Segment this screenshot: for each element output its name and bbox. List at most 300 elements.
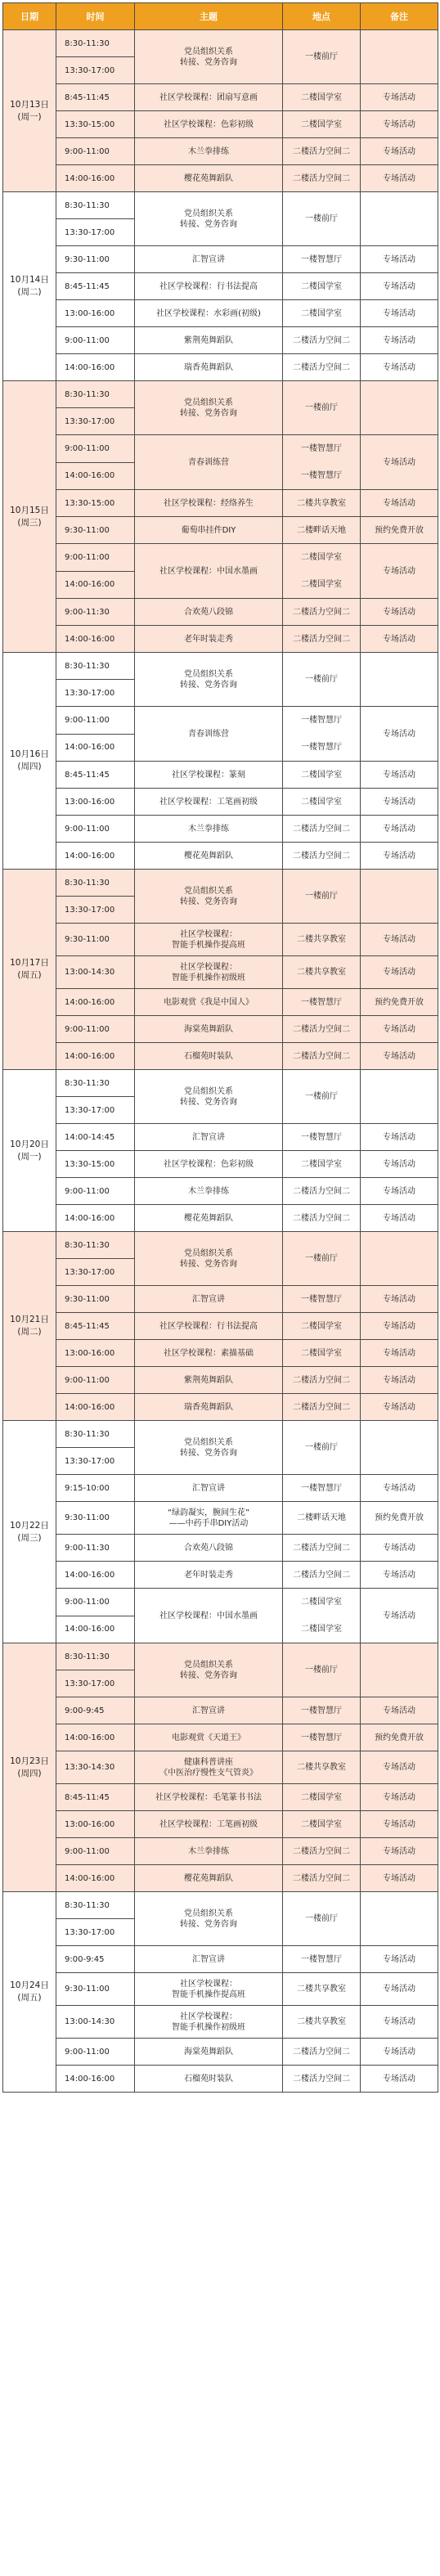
topic-cell: 党员组织关系 转接、党务咨询 xyxy=(135,30,283,84)
table-row xyxy=(3,707,438,735)
time-cell: 9:00-9:45 xyxy=(56,1697,135,1724)
table-row xyxy=(3,1502,438,1535)
note-cell: 专场活动 xyxy=(361,246,438,273)
note-cell: 专场活动 xyxy=(361,2066,438,2093)
weekday-label: (周一) xyxy=(17,1151,42,1162)
topic-cell: 老年时装走秀 xyxy=(135,626,283,653)
table-row xyxy=(3,273,438,300)
place-cell: 二楼活力空间二 xyxy=(283,2039,361,2066)
date-label: 10月23日 xyxy=(10,1756,49,1766)
topic-cell: 海棠苑舞蹈队 xyxy=(135,2039,283,2066)
date-label: 10月24日 xyxy=(10,1980,49,1990)
topic-cell: 汇智宣讲 xyxy=(135,1946,283,1973)
time-cell: 9:00-11:00 xyxy=(56,1016,135,1043)
time-cell: 13:00-16:00 xyxy=(56,789,135,816)
table-row xyxy=(3,246,438,273)
time-cell: 14:00-16:00 xyxy=(56,843,135,870)
table-row xyxy=(3,1946,438,1973)
place-cell: 二楼活力空间二 xyxy=(283,1178,361,1205)
topic-cell: 社区学校课程：工笔画初级 xyxy=(135,1811,283,1838)
time-cell: 13:30-17:00 xyxy=(56,1919,135,1946)
schedule-table xyxy=(2,2,438,2093)
place-cell: 二楼国学室 xyxy=(283,111,361,138)
note-cell: 专场活动 xyxy=(361,1751,438,1784)
date-cell xyxy=(3,1232,56,1421)
time-cell: 8:45-11:45 xyxy=(56,84,135,111)
table-row xyxy=(3,1394,438,1421)
topic-cell: 木兰拳排练 xyxy=(135,1178,283,1205)
date-cell xyxy=(3,1643,56,1892)
time-cell: 14:00-16:00 xyxy=(56,1724,135,1751)
time-cell: 14:00-16:00 xyxy=(56,462,135,490)
time-cell: 9:00-11:30 xyxy=(56,1535,135,1562)
place-cell: 二楼活力空间二 xyxy=(283,1865,361,1892)
place-cell: 一楼前厅 xyxy=(283,1421,361,1475)
table-row xyxy=(3,1865,438,1892)
table-row xyxy=(3,1043,438,1070)
topic-cell: 樱花苑舞蹈队 xyxy=(135,1205,283,1232)
table-row xyxy=(3,490,438,517)
note-cell: 专场活动 xyxy=(361,1205,438,1232)
table-row xyxy=(3,381,438,408)
table-row xyxy=(3,1811,438,1838)
note-cell: 专场活动 xyxy=(361,1838,438,1865)
place-cell: 二楼活力空间二 xyxy=(283,327,361,354)
table-row xyxy=(3,165,438,192)
place-cell: 二楼活力空间二 xyxy=(283,1367,361,1394)
time-cell: 13:30-17:00 xyxy=(56,219,135,246)
topic-cell: 樱花苑舞蹈队 xyxy=(135,165,283,192)
time-cell: 14:00-16:00 xyxy=(56,989,135,1016)
topic-cell: 汇智宣讲 xyxy=(135,1475,283,1502)
time-cell: 14:00-16:00 xyxy=(56,1865,135,1892)
table-row xyxy=(3,354,438,381)
time-cell: 13:30-17:00 xyxy=(56,1097,135,1124)
weekday-label: (周二) xyxy=(17,287,42,297)
time-cell: 14:00-16:00 xyxy=(56,1394,135,1421)
topic-cell: 社区学校课程： 智能手机操作初级班 xyxy=(135,2006,283,2039)
place-cell: 二楼活力空间二 xyxy=(283,1535,361,1562)
table-row xyxy=(3,762,438,789)
note-cell: 专场活动 xyxy=(361,2039,438,2066)
time-cell: 13:30-15:00 xyxy=(56,490,135,517)
date-cell xyxy=(3,1070,56,1232)
place-cell: 一楼前厅 xyxy=(283,192,361,246)
note-cell: 预约免费开放 xyxy=(361,989,438,1016)
header-row xyxy=(3,3,438,30)
topic-cell: 汇智宣讲 xyxy=(135,1286,283,1313)
weekday-label: (周一) xyxy=(17,111,42,122)
note-cell: 专场活动 xyxy=(361,1124,438,1151)
time-cell: 14:00-16:00 xyxy=(56,1205,135,1232)
note-cell: 专场活动 xyxy=(361,1589,438,1643)
weekday-label: (周三) xyxy=(17,1532,42,1543)
topic-cell: 社区学校课程： 智能手机操作提高班 xyxy=(135,1973,283,2006)
topic-cell: 社区学校课程： 智能手机操作初级班 xyxy=(135,956,283,989)
weekday-label: (周二) xyxy=(17,1327,42,1337)
place-cell: 一楼前厅 xyxy=(283,1643,361,1697)
topic-cell: 老年时装走秀 xyxy=(135,1562,283,1589)
time-cell: 8:45-11:45 xyxy=(56,273,135,300)
weekday-label: (周四) xyxy=(17,1768,42,1778)
place-cell: 一楼前厅 xyxy=(283,1892,361,1946)
time-cell: 14:00-16:00 xyxy=(56,626,135,653)
table-row xyxy=(3,1205,438,1232)
table-row xyxy=(3,989,438,1016)
time-cell: 9:30-11:00 xyxy=(56,517,135,544)
time-cell: 9:30-11:00 xyxy=(56,1502,135,1535)
time-cell: 9:30-11:00 xyxy=(56,246,135,273)
note-cell: 专场活动 xyxy=(361,707,438,762)
time-cell: 8:30-11:30 xyxy=(56,192,135,219)
place-cell: 二楼共享教室 xyxy=(283,2006,361,2039)
place-cell: 二楼活力空间二 xyxy=(283,138,361,165)
table-row xyxy=(3,1070,438,1097)
note-cell: 专场活动 xyxy=(361,1784,438,1811)
table-row xyxy=(3,1784,438,1811)
topic-cell: 社区学校课程：色彩初级 xyxy=(135,1151,283,1178)
place-cell: 二楼共享教室 xyxy=(283,924,361,956)
time-cell: 9:00-11:00 xyxy=(56,816,135,843)
topic-cell: 社区学校课程：色彩初级 xyxy=(135,111,283,138)
place-cell: 一楼前厅 xyxy=(283,870,361,924)
topic-cell: 社区学校课程：素描基础 xyxy=(135,1340,283,1367)
time-cell: 13:00-16:00 xyxy=(56,1340,135,1367)
topic-cell: 樱花苑舞蹈队 xyxy=(135,1865,283,1892)
table-row xyxy=(3,1589,438,1616)
topic-cell: 樱花苑舞蹈队 xyxy=(135,843,283,870)
note-cell: 专场活动 xyxy=(361,490,438,517)
note-cell xyxy=(361,1643,438,1697)
weekday-label: (周五) xyxy=(17,1993,42,2003)
table-row xyxy=(3,1367,438,1394)
place-cell: 二楼活力空间二 xyxy=(283,816,361,843)
place-cell: 二楼畔话天地 xyxy=(283,517,361,544)
place-cell: 二楼活力空间二 xyxy=(283,1562,361,1589)
table-row xyxy=(3,1232,438,1259)
date-cell xyxy=(3,30,56,192)
note-cell: 专场活动 xyxy=(361,1151,438,1178)
table-row xyxy=(3,870,438,897)
topic-cell: “绿韵凝实，腕间生花” ——中药手串DIY活动 xyxy=(135,1502,283,1535)
place-cell: 二楼国学室 xyxy=(283,1313,361,1340)
time-cell: 8:30-11:30 xyxy=(56,870,135,897)
time-cell: 9:15-10:00 xyxy=(56,1475,135,1502)
note-cell: 预约免费开放 xyxy=(361,1502,438,1535)
table-row xyxy=(3,1892,438,1919)
note-cell xyxy=(361,192,438,246)
note-cell: 专场活动 xyxy=(361,956,438,989)
place-cell: 一楼智慧厅 xyxy=(283,989,361,1016)
place-cell: 一楼智慧厅 xyxy=(283,1697,361,1724)
note-cell: 专场活动 xyxy=(361,111,438,138)
date-cell xyxy=(3,381,56,653)
note-cell: 专场活动 xyxy=(361,924,438,956)
place-cell: 二楼活力空间二 xyxy=(283,165,361,192)
note-cell xyxy=(361,1070,438,1124)
time-cell: 9:00-11:00 xyxy=(56,2039,135,2066)
note-cell xyxy=(361,1421,438,1475)
place-cell: 一楼前厅 xyxy=(283,30,361,84)
time-cell: 14:00-16:00 xyxy=(56,1043,135,1070)
place-cell: 二楼活力空间二 xyxy=(283,843,361,870)
topic-cell: 电影观赏《我是中国人》 xyxy=(135,989,283,1016)
date-label: 10月21日 xyxy=(10,1315,49,1324)
time-cell: 13:00-16:00 xyxy=(56,300,135,327)
time-cell: 8:45-11:45 xyxy=(56,1784,135,1811)
place-cell: 二楼国学室 xyxy=(283,1340,361,1367)
note-cell: 专场活动 xyxy=(361,1286,438,1313)
date-label: 10月16日 xyxy=(10,749,49,759)
table-row xyxy=(3,1724,438,1751)
place-cell: 二楼国学室 xyxy=(283,1811,361,1838)
time-cell: 13:30-17:00 xyxy=(56,1259,135,1286)
time-cell: 14:00-14:45 xyxy=(56,1124,135,1151)
time-cell: 8:30-11:30 xyxy=(56,30,135,57)
topic-cell: 汇智宣讲 xyxy=(135,1697,283,1724)
topic-cell: 社区学校课程：经络养生 xyxy=(135,490,283,517)
topic-cell: 石榴苑时装队 xyxy=(135,2066,283,2093)
time-cell: 13:00-16:00 xyxy=(56,1811,135,1838)
time-cell: 9:00-11:30 xyxy=(56,599,135,626)
weekday-label: (周五) xyxy=(17,970,42,980)
date-cell xyxy=(3,1421,56,1643)
table-row xyxy=(3,1340,438,1367)
note-cell: 专场活动 xyxy=(361,300,438,327)
topic-cell: 葡萄串挂件DIY xyxy=(135,517,283,544)
time-cell: 8:30-11:30 xyxy=(56,1892,135,1919)
topic-cell: 合欢苑八段锦 xyxy=(135,599,283,626)
time-cell: 13:00-14:30 xyxy=(56,956,135,989)
topic-cell: 党员组织关系 转接、党务咨询 xyxy=(135,1421,283,1475)
topic-cell: 木兰拳排练 xyxy=(135,1838,283,1865)
date-cell xyxy=(3,1892,56,2093)
note-cell: 专场活动 xyxy=(361,1475,438,1502)
note-cell: 专场活动 xyxy=(361,435,438,490)
date-label: 10月17日 xyxy=(10,958,49,968)
time-cell: 9:00-11:00 xyxy=(56,1838,135,1865)
topic-cell: 瑞香苑舞蹈队 xyxy=(135,354,283,381)
topic-cell: 海棠苑舞蹈队 xyxy=(135,1016,283,1043)
time-cell: 9:00-11:00 xyxy=(56,544,135,572)
place-cell: 二楼国学室 xyxy=(283,273,361,300)
place-cell: 二楼活力空间二 xyxy=(283,1394,361,1421)
header-time: 时间 xyxy=(56,3,135,30)
topic-cell: 社区学校课程：水彩画(初级) xyxy=(135,300,283,327)
time-cell: 13:30-17:00 xyxy=(56,1448,135,1475)
note-cell: 专场活动 xyxy=(361,1697,438,1724)
time-cell: 8:30-11:30 xyxy=(56,1070,135,1097)
note-cell: 专场活动 xyxy=(361,843,438,870)
table-row xyxy=(3,843,438,870)
note-cell: 专场活动 xyxy=(361,762,438,789)
topic-cell: 青春训练营 xyxy=(135,707,283,762)
time-cell: 14:00-16:00 xyxy=(56,571,135,599)
time-cell: 13:30-17:00 xyxy=(56,57,135,84)
time-cell: 13:30-17:00 xyxy=(56,1670,135,1697)
topic-cell: 电影观赏《天道王》 xyxy=(135,1724,283,1751)
table-row xyxy=(3,653,438,680)
place-cell: 二楼活力空间二 xyxy=(283,2066,361,2093)
table-row xyxy=(3,1124,438,1151)
place-cell: 二楼国学室 xyxy=(283,789,361,816)
note-cell: 专场活动 xyxy=(361,1535,438,1562)
place-cell: 一楼智慧厅 xyxy=(283,1724,361,1751)
table-row xyxy=(3,1643,438,1670)
date-cell xyxy=(3,653,56,870)
place-cell: 一楼前厅 xyxy=(283,381,361,435)
place-cell: 二楼共享教室 xyxy=(283,490,361,517)
table-row xyxy=(3,2066,438,2093)
note-cell: 预约免费开放 xyxy=(361,517,438,544)
weekday-label: (周三) xyxy=(17,517,42,528)
note-cell: 专场活动 xyxy=(361,626,438,653)
place-cell: 一楼智慧厅 xyxy=(283,1946,361,1973)
time-cell: 14:00-16:00 xyxy=(56,734,135,762)
place-cell: 二楼共享教室 xyxy=(283,1973,361,2006)
topic-cell: 社区学校课程：工笔画初级 xyxy=(135,789,283,816)
topic-cell: 木兰拳排练 xyxy=(135,138,283,165)
topic-cell: 社区学校课程：中国水墨画 xyxy=(135,544,283,599)
note-cell: 专场活动 xyxy=(361,789,438,816)
note-cell: 专场活动 xyxy=(361,84,438,111)
table-row xyxy=(3,327,438,354)
topic-cell: 紫荆苑舞蹈队 xyxy=(135,327,283,354)
table-row xyxy=(3,2006,438,2039)
table-row xyxy=(3,1973,438,2006)
table-row xyxy=(3,1535,438,1562)
schedule-body xyxy=(3,30,438,2093)
note-cell: 专场活动 xyxy=(361,1340,438,1367)
time-cell: 9:00-11:00 xyxy=(56,138,135,165)
place-cell: 二楼国学室 xyxy=(283,762,361,789)
place-cell: 一楼智慧厅 一楼智慧厅 xyxy=(283,435,361,490)
time-cell: 8:30-11:30 xyxy=(56,1643,135,1670)
note-cell: 专场活动 xyxy=(361,599,438,626)
topic-cell: 青春训练营 xyxy=(135,435,283,490)
table-row xyxy=(3,956,438,989)
time-cell: 8:30-11:30 xyxy=(56,381,135,408)
table-row xyxy=(3,1751,438,1784)
table-row xyxy=(3,816,438,843)
time-cell: 13:30-17:00 xyxy=(56,408,135,435)
time-cell: 9:00-11:00 xyxy=(56,707,135,735)
topic-cell: 社区学校课程： 智能手机操作提高班 xyxy=(135,924,283,956)
note-cell: 专场活动 xyxy=(361,2006,438,2039)
time-cell: 9:30-11:00 xyxy=(56,1286,135,1313)
time-cell: 8:30-11:30 xyxy=(56,653,135,680)
note-cell: 专场活动 xyxy=(361,1178,438,1205)
topic-cell: 紫荆苑舞蹈队 xyxy=(135,1367,283,1394)
table-row xyxy=(3,544,438,572)
topic-cell: 党员组织关系 转接、党务咨询 xyxy=(135,1643,283,1697)
place-cell: 二楼国学室 xyxy=(283,84,361,111)
note-cell xyxy=(361,381,438,435)
time-cell: 9:00-11:00 xyxy=(56,435,135,463)
place-cell: 一楼智慧厅 一楼智慧厅 xyxy=(283,707,361,762)
time-cell: 13:30-17:00 xyxy=(56,897,135,924)
time-cell: 13:30-17:00 xyxy=(56,680,135,707)
time-cell: 14:00-16:00 xyxy=(56,354,135,381)
table-row xyxy=(3,30,438,57)
time-cell: 9:00-11:00 xyxy=(56,1178,135,1205)
topic-cell: 党员组织关系 转接、党务咨询 xyxy=(135,870,283,924)
header-date: 日期 xyxy=(3,3,56,30)
table-row xyxy=(3,111,438,138)
note-cell xyxy=(361,1892,438,1946)
note-cell: 专场活动 xyxy=(361,816,438,843)
header-place: 地点 xyxy=(283,3,361,30)
place-cell: 一楼智慧厅 xyxy=(283,1286,361,1313)
weekday-label: (周四) xyxy=(17,762,42,771)
note-cell: 专场活动 xyxy=(361,354,438,381)
place-cell: 一楼智慧厅 xyxy=(283,1475,361,1502)
topic-cell: 汇智宣讲 xyxy=(135,246,283,273)
date-label: 10月13日 xyxy=(10,99,49,110)
time-cell: 14:00-16:00 xyxy=(56,1562,135,1589)
time-cell: 8:30-11:30 xyxy=(56,1232,135,1259)
topic-cell: 党员组织关系 转接、党务咨询 xyxy=(135,1232,283,1286)
place-cell: 二楼国学室 二楼国学室 xyxy=(283,1589,361,1643)
time-cell: 13:30-15:00 xyxy=(56,111,135,138)
topic-cell: 瑞香苑舞蹈队 xyxy=(135,1394,283,1421)
place-cell: 二楼活力空间二 xyxy=(283,1838,361,1865)
topic-cell: 合欢苑八段锦 xyxy=(135,1535,283,1562)
topic-cell: 党员组织关系 转接、党务咨询 xyxy=(135,192,283,246)
header-note: 备注 xyxy=(361,3,438,30)
table-row xyxy=(3,300,438,327)
date-cell xyxy=(3,870,56,1070)
note-cell: 专场活动 xyxy=(361,273,438,300)
time-cell: 13:30-15:00 xyxy=(56,1151,135,1178)
time-cell: 8:45-11:45 xyxy=(56,762,135,789)
time-cell: 9:00-11:00 xyxy=(56,1589,135,1616)
time-cell: 13:30-14:30 xyxy=(56,1751,135,1784)
place-cell: 二楼共享教室 xyxy=(283,956,361,989)
table-row xyxy=(3,1313,438,1340)
place-cell: 二楼活力空间二 xyxy=(283,599,361,626)
table-row xyxy=(3,1016,438,1043)
note-cell: 专场活动 xyxy=(361,327,438,354)
note-cell: 专场活动 xyxy=(361,1562,438,1589)
header-topic: 主题 xyxy=(135,3,283,30)
note-cell: 专场活动 xyxy=(361,1394,438,1421)
note-cell xyxy=(361,870,438,924)
topic-cell: 党员组织关系 转接、党务咨询 xyxy=(135,381,283,435)
place-cell: 二楼活力空间二 xyxy=(283,1205,361,1232)
time-cell: 9:00-9:45 xyxy=(56,1946,135,1973)
table-row xyxy=(3,1286,438,1313)
note-cell: 专场活动 xyxy=(361,1043,438,1070)
table-row xyxy=(3,1562,438,1589)
time-cell: 8:30-11:30 xyxy=(56,1421,135,1448)
time-cell: 8:45-11:45 xyxy=(56,1313,135,1340)
topic-cell: 社区学校课程：团扇写意画 xyxy=(135,84,283,111)
date-label: 10月15日 xyxy=(10,505,49,515)
place-cell: 二楼国学室 xyxy=(283,1784,361,1811)
place-cell: 二楼国学室 xyxy=(283,300,361,327)
topic-cell: 社区学校课程：中国水墨画 xyxy=(135,1589,283,1643)
topic-cell: 石榴苑时装队 xyxy=(135,1043,283,1070)
table-row xyxy=(3,2039,438,2066)
table-row xyxy=(3,626,438,653)
date-label: 10月22日 xyxy=(10,1520,49,1531)
time-cell: 14:00-16:00 xyxy=(56,165,135,192)
place-cell: 一楼前厅 xyxy=(283,653,361,707)
note-cell: 预约免费开放 xyxy=(361,1724,438,1751)
topic-cell: 社区学校课程：行书法提高 xyxy=(135,1313,283,1340)
note-cell xyxy=(361,653,438,707)
